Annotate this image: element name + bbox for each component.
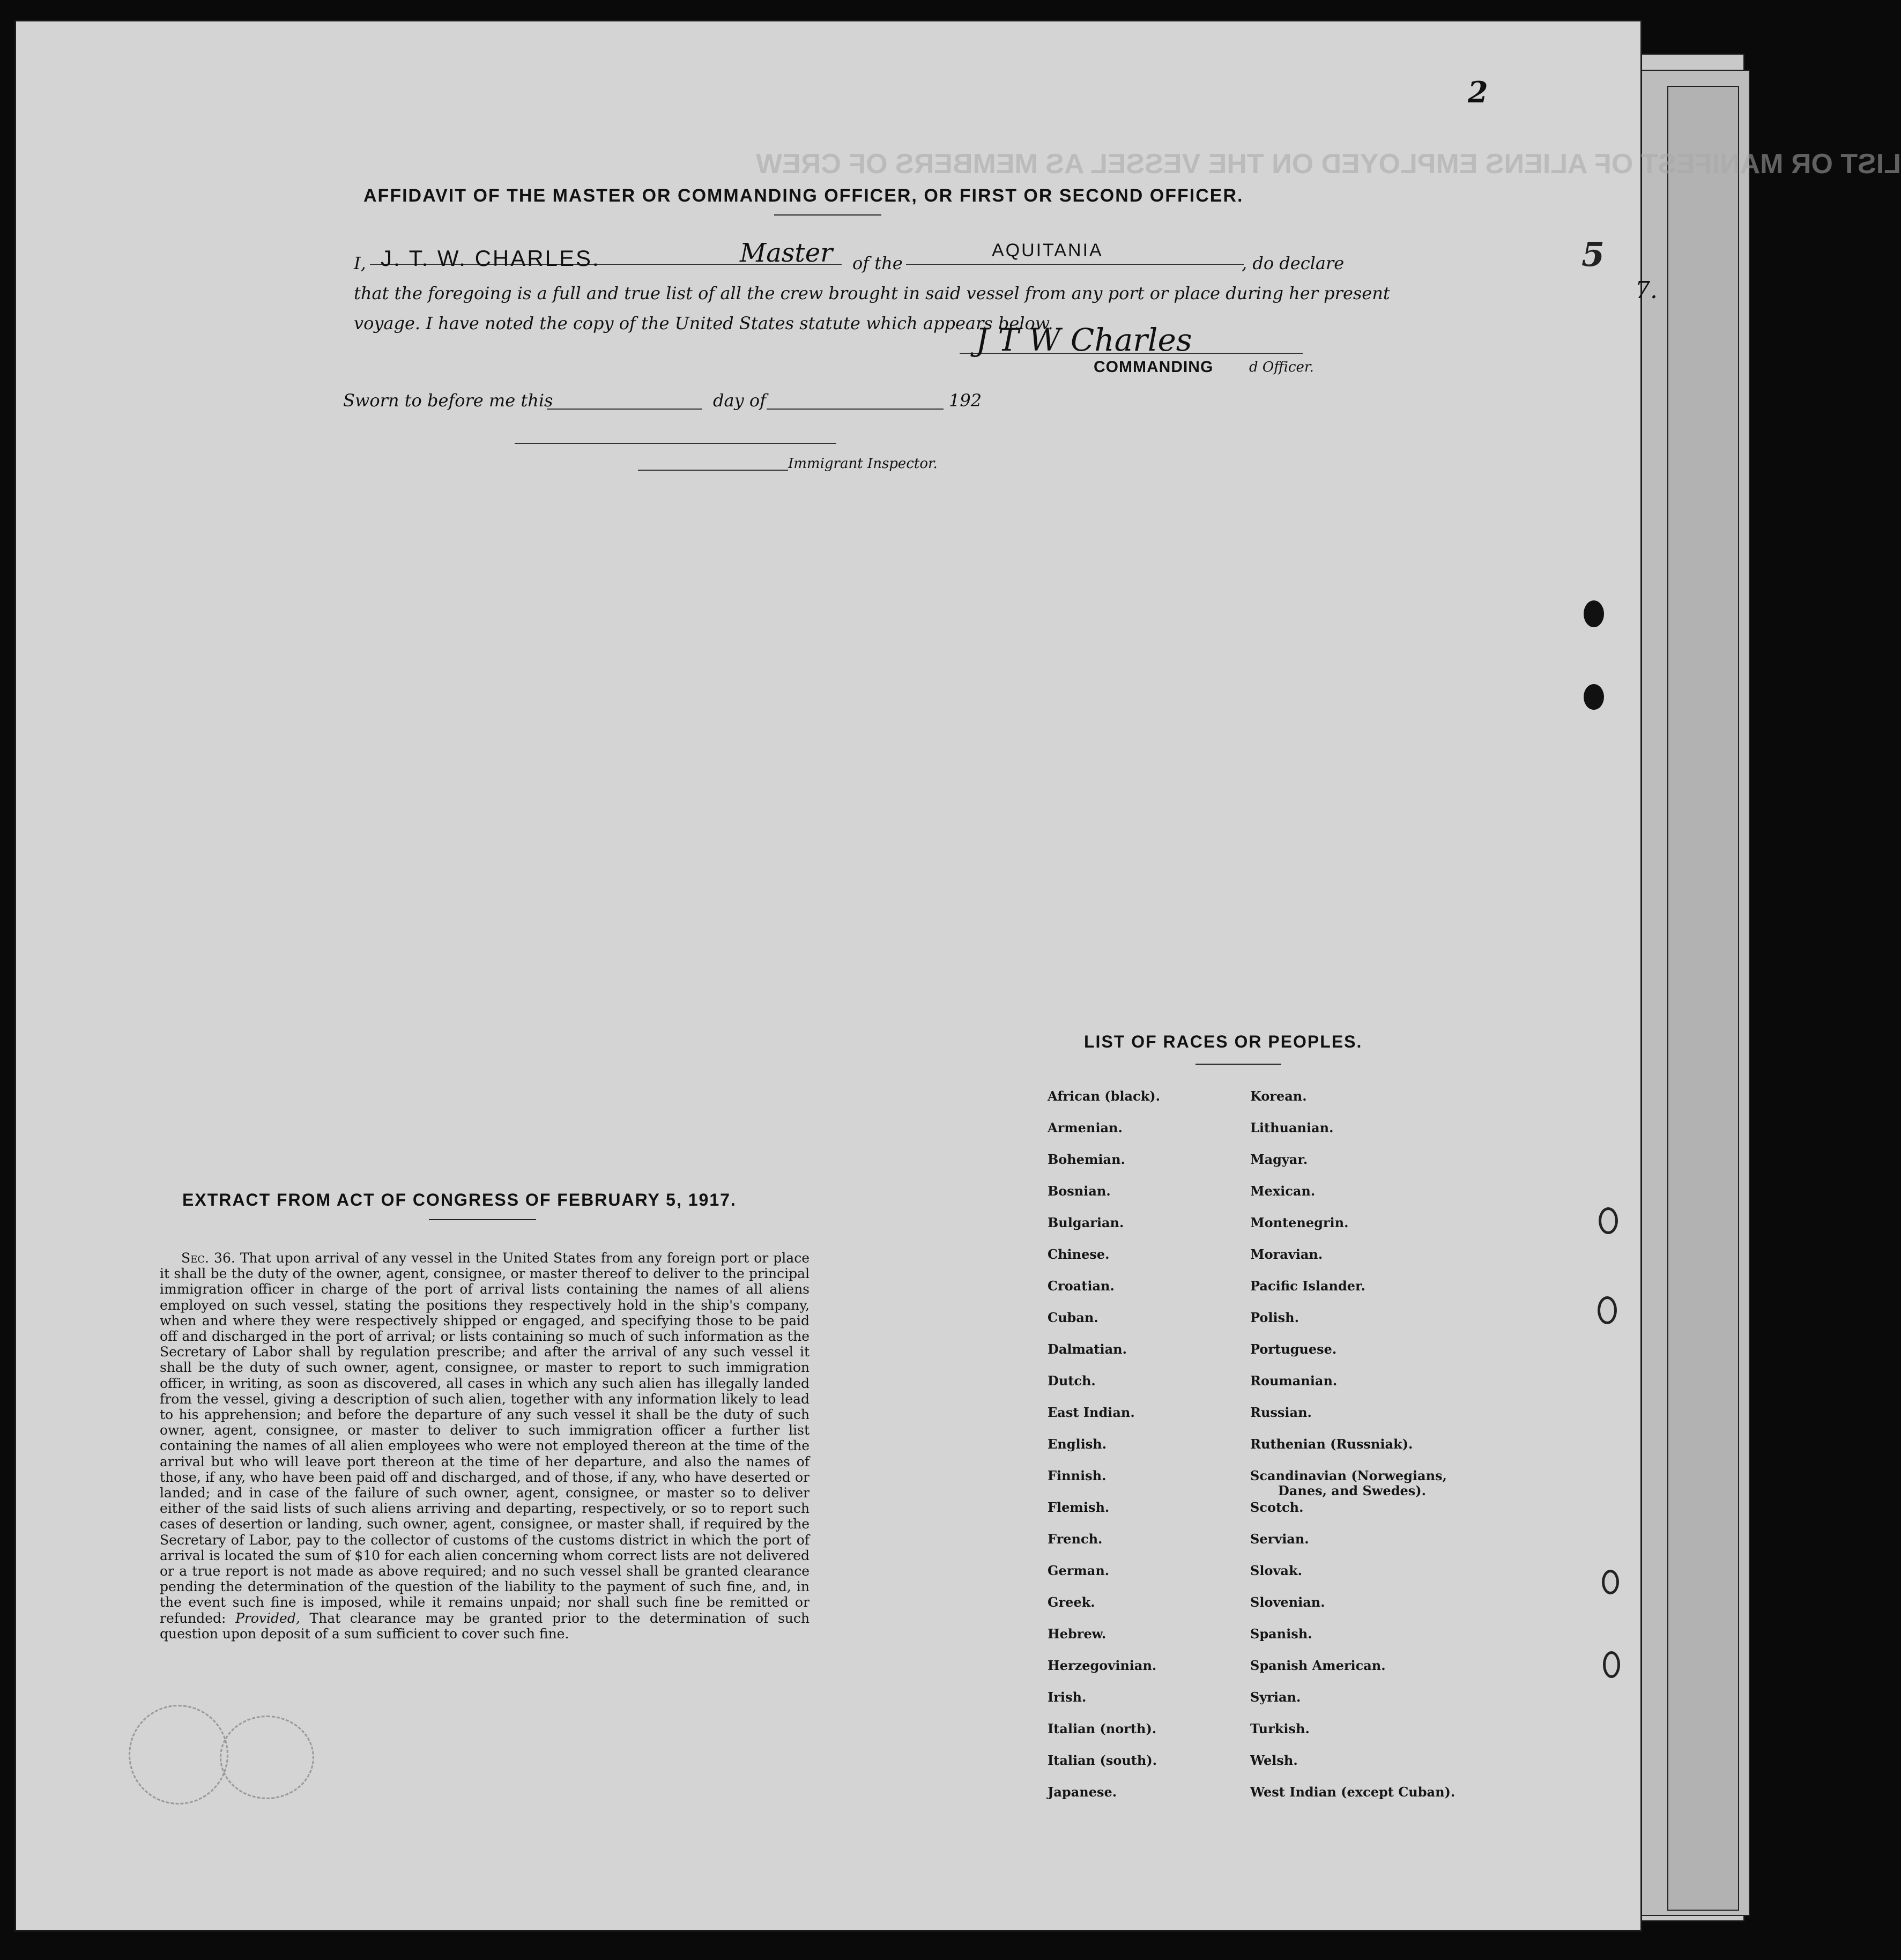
race-item-right: Danes, and Swedes). — [1278, 1483, 1426, 1498]
race-item-right: Magyar. — [1250, 1152, 1308, 1167]
race-item-right: Slovenian. — [1250, 1594, 1325, 1610]
of-the-label: of the — [852, 253, 903, 273]
extract-body — [160, 1250, 810, 1642]
race-item-right: Turkish. — [1250, 1721, 1310, 1736]
race-item-right: Korean. — [1250, 1088, 1307, 1104]
race-item-right: Polish. — [1250, 1310, 1299, 1325]
race-item-right: Portuguese. — [1250, 1341, 1337, 1357]
race-item-left: Cuban. — [1048, 1310, 1098, 1325]
signature-title-tail: d Officer. — [1249, 359, 1314, 375]
race-item-right: Roumanian. — [1250, 1373, 1338, 1389]
races-title: LIST OF RACES OR PEOPLES. — [1084, 1032, 1363, 1051]
binder-ring-1 — [1599, 1207, 1618, 1234]
signature-title-stamp: COMMANDING — [1094, 358, 1214, 376]
vessel-line — [906, 264, 1244, 265]
race-item-left: Dalmatian. — [1048, 1341, 1127, 1357]
race-item-right: Spanish American. — [1250, 1658, 1386, 1673]
race-item-left: Japanese. — [1048, 1784, 1117, 1800]
binder-ring-2 — [1598, 1296, 1617, 1324]
race-item-left: Bulgarian. — [1048, 1215, 1124, 1230]
margin-mark-top: 2 — [1468, 75, 1488, 109]
declaration-line-2: that the foregoing is a full and true list of all the crew brought in said vessel from any port or place during her present — [354, 283, 1390, 303]
race-item-left: Croatian. — [1048, 1278, 1115, 1294]
inspector-line-2 — [638, 470, 788, 471]
sworn-day-label: day of — [713, 390, 766, 411]
race-item-left: German. — [1048, 1563, 1110, 1578]
race-item-left: Chinese. — [1048, 1246, 1110, 1262]
sworn-year: 192 — [949, 390, 982, 411]
binder-ring-3 — [1602, 1570, 1619, 1594]
ghost-header: LIST OR MANIFEST OF ALIENS EMPLOYED ON THE VESSEL AS MEMBERS OF CREW — [756, 149, 1901, 180]
back-sheet-3 — [1667, 86, 1739, 1911]
binder-hole-2 — [1584, 684, 1604, 710]
race-item-left: East Indian. — [1048, 1405, 1135, 1420]
extract-provided: Provided, — [235, 1610, 300, 1626]
sworn-month-line — [767, 409, 944, 410]
race-item-left: Hebrew. — [1048, 1626, 1107, 1642]
margin-mark-right: 7. — [1635, 277, 1658, 304]
race-item-right: Pacific Islander. — [1250, 1278, 1365, 1294]
title-rule — [774, 214, 881, 216]
race-item-left: Herzegovinian. — [1048, 1658, 1157, 1673]
race-item-left: Flemish. — [1048, 1499, 1110, 1515]
race-item-right: Welsh. — [1250, 1753, 1298, 1768]
race-item-right: West Indian (except Cuban). — [1250, 1784, 1456, 1800]
margin-mark-mid: 5 — [1581, 235, 1605, 274]
vessel-name: AQUITANIA — [992, 240, 1103, 261]
inspector-line-1 — [515, 443, 836, 444]
race-item-right: Montenegrin. — [1250, 1215, 1349, 1230]
declaration-line-3: voyage. I have noted the copy of the United States statute which appears below. — [354, 313, 1053, 333]
race-item-left: Italian (north). — [1048, 1721, 1157, 1736]
extract-section: Sec. 36. — [181, 1250, 235, 1266]
extract-title: EXTRACT FROM ACT OF CONGRESS OF FEBRUARY 5, 1917. — [182, 1190, 737, 1209]
race-item-left: Bohemian. — [1048, 1152, 1125, 1167]
race-item-left: Armenian. — [1048, 1120, 1123, 1135]
race-item-right: Ruthenian (Russniak). — [1250, 1436, 1413, 1452]
race-item-right: Scotch. — [1250, 1499, 1304, 1515]
declaration-prefix: I, — [354, 253, 366, 273]
master-signature: J T W Charles — [976, 322, 1192, 358]
race-item-right: Syrian. — [1250, 1689, 1301, 1705]
officer-name: J. T. W. CHARLES. — [381, 246, 600, 271]
sworn-day-line — [547, 409, 702, 410]
race-item-right: Mexican. — [1250, 1183, 1316, 1199]
race-item-right: Slovak. — [1250, 1563, 1302, 1578]
race-item-right: Scandinavian (Norwegians, — [1250, 1468, 1447, 1483]
binder-ring-4 — [1603, 1651, 1620, 1678]
race-item-right: Spanish. — [1250, 1626, 1312, 1642]
declare-label: , do declare — [1242, 253, 1345, 273]
sworn-prefix: Sworn to before me this — [343, 390, 553, 411]
race-item-left: Greek. — [1048, 1594, 1095, 1610]
race-item-left: African (black). — [1048, 1088, 1161, 1104]
races-rule — [1195, 1064, 1281, 1065]
race-item-left: Finnish. — [1048, 1468, 1107, 1483]
race-item-right: Servian. — [1250, 1531, 1309, 1547]
race-item-left: Dutch. — [1048, 1373, 1096, 1389]
race-item-left: Irish. — [1048, 1689, 1087, 1705]
race-item-right: Moravian. — [1250, 1246, 1323, 1262]
document-page — [16, 21, 1901, 1930]
faint-stamp-2 — [220, 1716, 314, 1799]
race-item-left: French. — [1048, 1531, 1103, 1547]
race-item-left: Italian (south). — [1048, 1753, 1157, 1768]
officer-rank: Master — [740, 238, 833, 268]
extract-tail: That clearance may be granted prior to the determination of such question upon deposit of a sum sufficient to cover such fine. — [160, 1610, 810, 1642]
extract-rule — [429, 1219, 536, 1220]
race-item-left: English. — [1048, 1436, 1107, 1452]
race-item-right: Lithuanian. — [1250, 1120, 1334, 1135]
faint-stamp-1 — [129, 1705, 228, 1805]
affidavit-title: AFFIDAVIT OF THE MASTER OR COMMANDING OFFICER, OR FIRST OR SECOND OFFICER. — [363, 185, 1244, 206]
inspector-label: Immigrant Inspector. — [788, 456, 938, 472]
extract-text: That upon arrival of any vessel in the United States from any foreign port or place it shall be the duty of the owner, agent, consignee, or master thereof to deliver to the principal immigration officer in charge of the port of arrival lists containing the names of all aliens employed on such vessel, stating the positions they respectively hold in the ship's company, when and where they were respectively shipped or engaged, and specifying those to be paid off and discharged in the port of arrival; or lists containing so much of such information as the Secretary of Labor shall by regulation prescribe; and after the arrival of any such vessel it shall be the duty of such owner, agent, consignee, or master to report to such immigration officer, in writing, as soon as discovered, all cases in which any such alien has illegally landed from the vessel, giving a description of such alien, together with any information likely to lead to his apprehension; and before the departure of any such vessel it shall be the duty of such owner, agent, consignee, or master to deliver to such immigration officer a further list containing the names of all alien employees who were not employed thereon at the time of the arrival but who will leave port thereon at the time of her departure, and also the names of those, if any, who have been paid off and discharged, and of those, if any, who have deserted or landed; and in case of the failure of such owner, agent, consignee, or master so to deliver either of the said lists of such aliens arriving and departing, respectively, or so to report such cases of desertion or landing, such owner, agent, consignee, or master shall, if required by the Secretary of Labor, pay to the collector of customs of the customs district in which the port of arrival is located the sum of $10 for each alien concerning whom correct lists are not delivered or a true report is not made as above required; and no such vessel shall be granted clearance pending the determination of the question of the liability to the payment of such fine, and, in the event such fine is imposed, while it remains unpaid; nor shall such fine be remitted or refunded: — [160, 1250, 810, 1626]
race-item-left: Bosnian. — [1048, 1183, 1111, 1199]
binder-hole-1 — [1584, 600, 1604, 627]
race-item-right: Russian. — [1250, 1405, 1312, 1420]
